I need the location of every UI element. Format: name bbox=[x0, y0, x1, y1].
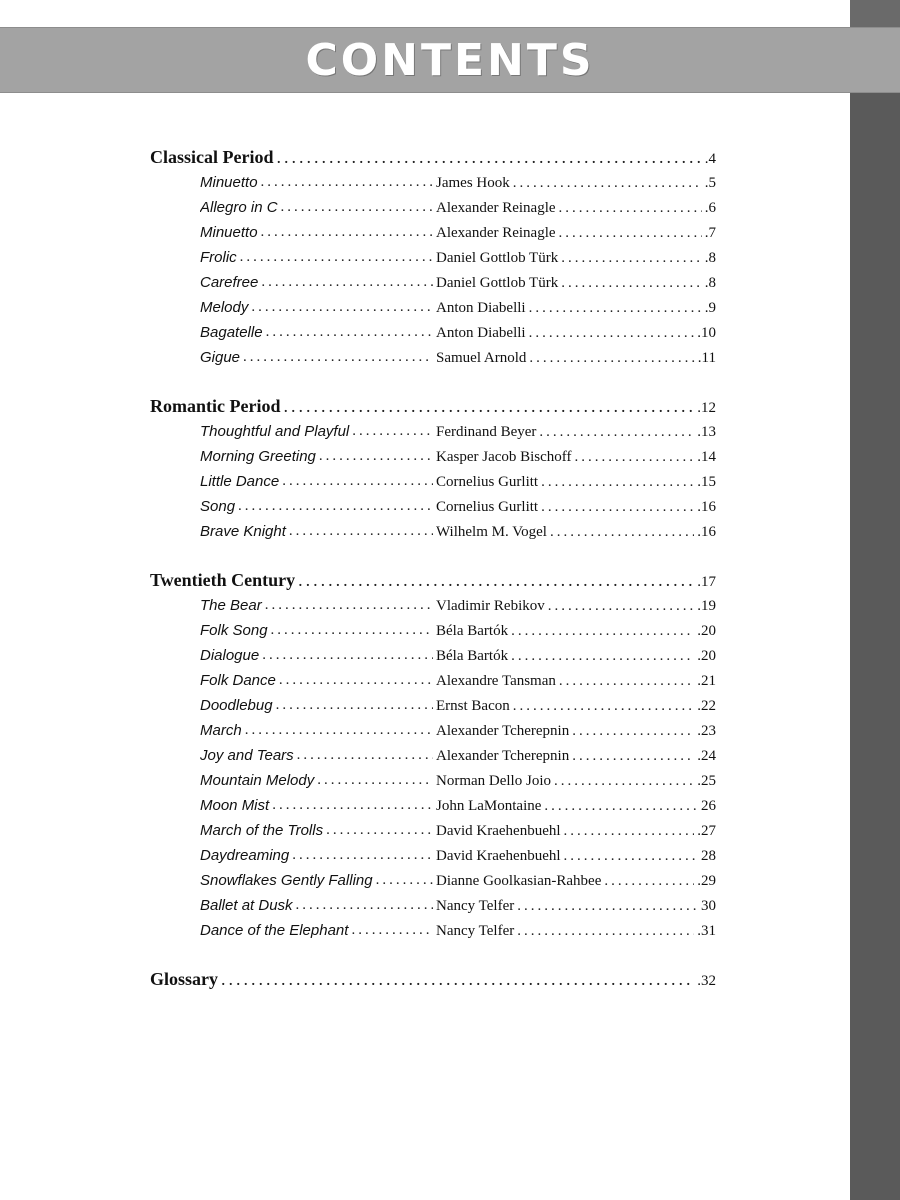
toc-entry[interactable] bbox=[150, 743, 716, 768]
piece-title: Dialogue bbox=[200, 647, 260, 664]
dot-leader bbox=[276, 693, 433, 718]
dot-leader bbox=[559, 196, 702, 220]
page-number: .7 bbox=[704, 225, 716, 241]
toc-entry[interactable] bbox=[150, 868, 716, 893]
dot-leader bbox=[298, 568, 694, 593]
toc-entry[interactable] bbox=[150, 494, 716, 519]
toc-entry[interactable] bbox=[150, 320, 716, 345]
page-number: .21 bbox=[697, 673, 716, 689]
dot-leader bbox=[539, 420, 694, 444]
toc-section bbox=[150, 145, 716, 370]
dot-leader bbox=[352, 419, 433, 444]
toc-section bbox=[150, 394, 716, 544]
composer-name: Nancy Telfer bbox=[436, 923, 515, 939]
composer-name: Anton Diabelli bbox=[436, 300, 526, 316]
piece-title: Ballet at Dusk bbox=[200, 897, 293, 914]
dot-leader bbox=[297, 743, 433, 768]
dot-leader bbox=[529, 346, 694, 370]
toc-entry[interactable] bbox=[150, 918, 716, 943]
toc-entry[interactable] bbox=[150, 893, 716, 918]
piece-title: March bbox=[200, 722, 242, 739]
dot-leader bbox=[561, 271, 702, 295]
dot-leader bbox=[243, 345, 433, 370]
dot-leader bbox=[544, 794, 698, 818]
page-number: .15 bbox=[697, 474, 716, 490]
dot-leader bbox=[238, 494, 433, 519]
toc-section bbox=[150, 967, 716, 992]
dot-leader bbox=[529, 321, 695, 345]
dot-leader bbox=[511, 619, 694, 643]
dot-leader bbox=[511, 644, 694, 668]
dot-leader bbox=[266, 320, 433, 345]
piece-title: Daydreaming bbox=[200, 847, 290, 864]
composer-name: David Kraehenbuehl bbox=[436, 848, 561, 864]
dot-leader bbox=[221, 967, 694, 992]
composer-name: Alexander Tcherepnin bbox=[436, 748, 570, 764]
toc-entry[interactable] bbox=[150, 295, 716, 320]
composer-name: Dianne Goolkasian-Rahbee bbox=[436, 873, 602, 889]
composer-name: Alexander Tcherepnin bbox=[436, 723, 570, 739]
dot-leader bbox=[261, 220, 433, 245]
composer-name: Ferdinand Beyer bbox=[436, 424, 537, 440]
dot-leader bbox=[283, 394, 694, 419]
dot-leader bbox=[604, 869, 694, 893]
composer-name: Samuel Arnold bbox=[436, 350, 527, 366]
page-number: .5 bbox=[704, 175, 716, 191]
dot-leader bbox=[292, 843, 433, 868]
dot-leader bbox=[517, 894, 698, 918]
page-title: CONTENTS bbox=[305, 34, 595, 86]
composer-name: Kasper Jacob Bischoff bbox=[436, 449, 572, 465]
composer-name: Daniel Gottlob Türk bbox=[436, 250, 559, 266]
side-tab bbox=[850, 0, 900, 1200]
dot-leader bbox=[572, 719, 694, 743]
page-number: .11 bbox=[697, 350, 716, 366]
page-number: 26 bbox=[701, 798, 716, 814]
piece-title: Carefree bbox=[200, 274, 259, 291]
dot-leader bbox=[541, 470, 694, 494]
dot-leader bbox=[550, 520, 694, 544]
page-number: .12 bbox=[697, 400, 716, 416]
dot-leader bbox=[296, 893, 433, 918]
toc-entry[interactable] bbox=[150, 469, 716, 494]
dot-leader bbox=[289, 519, 433, 544]
section-title: Classical Period bbox=[150, 147, 274, 167]
piece-title: Moon Mist bbox=[200, 797, 270, 814]
composer-name: Alexandre Tansman bbox=[436, 673, 556, 689]
piece-title: Brave Knight bbox=[200, 523, 286, 540]
dot-leader bbox=[351, 918, 433, 943]
dot-leader bbox=[240, 245, 433, 270]
dot-leader bbox=[265, 593, 433, 618]
toc-entry[interactable] bbox=[150, 668, 716, 693]
page-number: 30 bbox=[701, 898, 716, 914]
dot-leader bbox=[262, 643, 433, 668]
piece-title: Snowflakes Gently Falling bbox=[200, 872, 373, 889]
dot-leader bbox=[513, 694, 695, 718]
page-number: .27 bbox=[697, 823, 716, 839]
dot-leader bbox=[564, 844, 698, 868]
piece-title: Thoughtful and Playful bbox=[200, 423, 350, 440]
piece-title: The Bear bbox=[200, 597, 262, 614]
piece-title: Frolic bbox=[200, 249, 237, 266]
dot-leader bbox=[261, 270, 433, 295]
toc-entry[interactable] bbox=[150, 195, 716, 220]
piece-title: Gigue bbox=[200, 349, 241, 366]
composer-name: Wilhelm M. Vogel bbox=[436, 524, 547, 540]
piece-title: Folk Dance bbox=[200, 672, 276, 689]
dot-leader bbox=[272, 793, 433, 818]
toc-entry[interactable] bbox=[150, 768, 716, 793]
dot-leader bbox=[279, 668, 433, 693]
page-number: .22 bbox=[697, 698, 716, 714]
section-title: Twentieth Century bbox=[150, 570, 296, 590]
composer-name: Anton Diabelli bbox=[436, 325, 526, 341]
piece-title: March of the Trolls bbox=[200, 822, 324, 839]
dot-leader bbox=[251, 295, 433, 320]
dot-leader bbox=[326, 818, 433, 843]
page-number: .20 bbox=[697, 623, 716, 639]
toc-entry[interactable] bbox=[150, 818, 716, 843]
page-number: .16 bbox=[697, 499, 716, 515]
dot-leader bbox=[281, 195, 433, 220]
page-number: .23 bbox=[697, 723, 716, 739]
composer-name: Nancy Telfer bbox=[436, 898, 515, 914]
page-number: .13 bbox=[697, 424, 716, 440]
dot-leader bbox=[559, 669, 694, 693]
toc-section bbox=[150, 568, 716, 943]
composer-name: Alexander Reinagle bbox=[436, 200, 556, 216]
toc-entry[interactable] bbox=[150, 843, 716, 868]
piece-title: Bagatelle bbox=[200, 324, 263, 341]
composer-name: Alexander Reinagle bbox=[436, 225, 556, 241]
piece-title: Doodlebug bbox=[200, 697, 273, 714]
piece-title: Folk Song bbox=[200, 622, 268, 639]
toc-entry[interactable] bbox=[150, 444, 716, 469]
toc-entry[interactable] bbox=[150, 593, 716, 618]
section-heading[interactable] bbox=[150, 568, 716, 593]
section-title: Glossary bbox=[150, 969, 219, 989]
dot-leader bbox=[548, 594, 695, 618]
page-number: .16 bbox=[697, 524, 716, 540]
toc-entry[interactable] bbox=[150, 270, 716, 295]
page-number: .8 bbox=[704, 250, 716, 266]
piece-title: Melody bbox=[200, 299, 249, 316]
dot-leader bbox=[564, 819, 695, 843]
toc-entry[interactable] bbox=[150, 519, 716, 544]
composer-name: Béla Bartók bbox=[436, 623, 509, 639]
dot-leader bbox=[572, 744, 694, 768]
page-number: .4 bbox=[704, 151, 716, 167]
section-heading[interactable] bbox=[150, 394, 716, 419]
composer-name: Cornelius Gurlitt bbox=[436, 499, 539, 515]
composer-name: Daniel Gottlob Türk bbox=[436, 275, 559, 291]
toc-entry[interactable] bbox=[150, 618, 716, 643]
piece-title: Joy and Tears bbox=[200, 747, 294, 764]
toc-entry[interactable] bbox=[150, 693, 716, 718]
page-number: .17 bbox=[697, 574, 716, 590]
page-number: .32 bbox=[697, 973, 716, 989]
dot-leader bbox=[319, 444, 433, 469]
page-number: .29 bbox=[697, 873, 716, 889]
toc-entry[interactable] bbox=[150, 643, 716, 668]
dot-leader bbox=[541, 495, 694, 519]
page-number: .6 bbox=[704, 200, 716, 216]
page-number: .25 bbox=[697, 773, 716, 789]
composer-name: James Hook bbox=[436, 175, 510, 191]
dot-leader bbox=[282, 469, 433, 494]
piece-title: Mountain Melody bbox=[200, 772, 315, 789]
composer-name: John LaMontaine bbox=[436, 798, 542, 814]
dot-leader bbox=[317, 768, 433, 793]
dot-leader bbox=[561, 246, 702, 270]
page-number: .9 bbox=[704, 300, 716, 316]
dot-leader bbox=[554, 769, 694, 793]
piece-title: Little Dance bbox=[200, 473, 280, 490]
dot-leader bbox=[245, 718, 433, 743]
toc-entry[interactable] bbox=[150, 793, 716, 818]
composer-name: Ernst Bacon bbox=[436, 698, 510, 714]
dot-leader bbox=[529, 296, 702, 320]
piece-title: Minuetto bbox=[200, 174, 258, 191]
page-number: .8 bbox=[704, 275, 716, 291]
composer-name: Béla Bartók bbox=[436, 648, 509, 664]
page-number: .14 bbox=[697, 449, 716, 465]
piece-title: Song bbox=[200, 498, 236, 515]
page-number: .19 bbox=[697, 598, 716, 614]
dot-leader bbox=[271, 618, 433, 643]
composer-name: David Kraehenbuehl bbox=[436, 823, 561, 839]
page-number: .10 bbox=[697, 325, 716, 341]
dot-leader bbox=[517, 919, 694, 943]
table-of-contents bbox=[150, 145, 716, 1016]
toc-entry[interactable] bbox=[150, 419, 716, 444]
page-number: .20 bbox=[697, 648, 716, 664]
piece-title: Dance of the Elephant bbox=[200, 922, 349, 939]
piece-title: Allegro in C bbox=[200, 199, 278, 216]
piece-title: Morning Greeting bbox=[200, 448, 316, 465]
toc-entry[interactable] bbox=[150, 718, 716, 743]
page-number: .24 bbox=[697, 748, 716, 764]
section-heading[interactable] bbox=[150, 145, 716, 170]
toc-entry[interactable] bbox=[150, 245, 716, 270]
toc-entry[interactable] bbox=[150, 345, 716, 370]
page-number: 28 bbox=[701, 848, 716, 864]
page-number: .31 bbox=[697, 923, 716, 939]
dot-leader bbox=[277, 145, 702, 170]
composer-name: Norman Dello Joio bbox=[436, 773, 551, 789]
toc-entry[interactable] bbox=[150, 220, 716, 245]
dot-leader bbox=[261, 170, 433, 195]
composer-name: Vladimir Rebikov bbox=[436, 598, 545, 614]
composer-name: Cornelius Gurlitt bbox=[436, 474, 539, 490]
dot-leader bbox=[513, 171, 702, 195]
dot-leader bbox=[575, 445, 695, 469]
piece-title: Minuetto bbox=[200, 224, 258, 241]
header-banner bbox=[0, 27, 900, 93]
dot-leader bbox=[376, 868, 433, 893]
dot-leader bbox=[559, 221, 702, 245]
section-title: Romantic Period bbox=[150, 396, 281, 416]
toc-entry[interactable] bbox=[150, 170, 716, 195]
section-heading[interactable] bbox=[150, 967, 716, 992]
